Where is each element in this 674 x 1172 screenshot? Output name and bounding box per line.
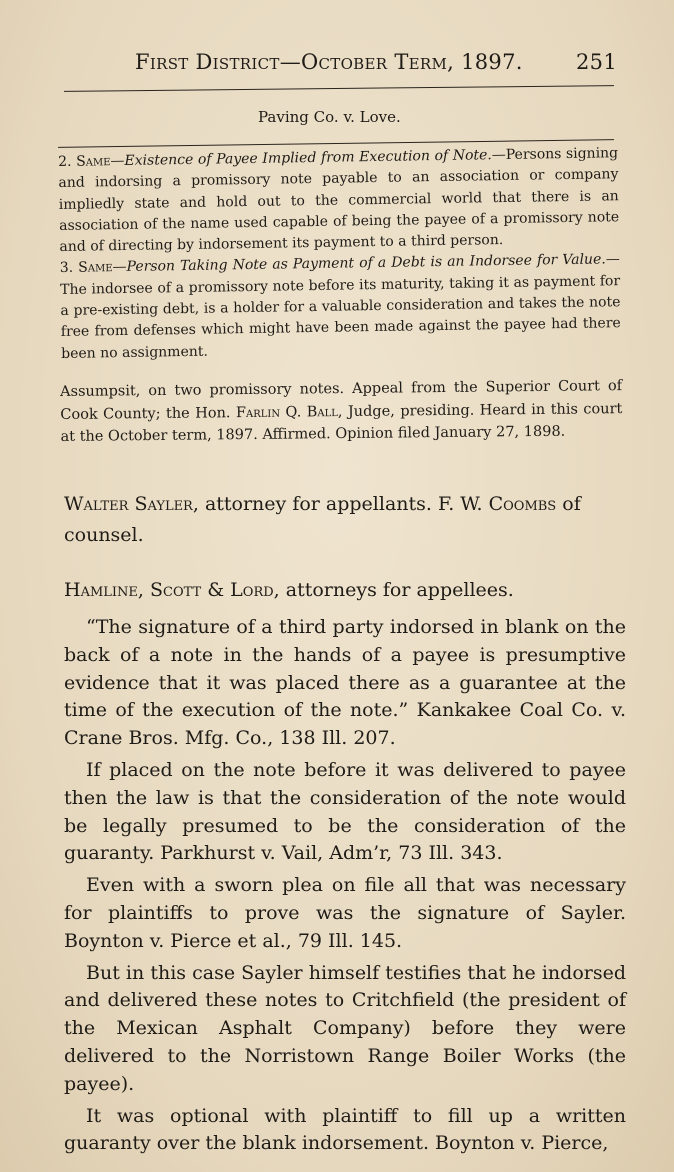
counsel-name: F. W. Coombs [438,493,557,515]
attorney-role: , attorney for appellants. [192,493,438,515]
body-paragraph: But in this case Sayler himself testifies that he indorsed and delivered these notes to Critchfield (the president of the Mexican Asphalt Company) before they were delivered to the Norristown Range Boiler Works (the payee). [64,961,626,1095]
headnote-label: Same [78,259,113,277]
attorney-role: , attorneys for appellees. [273,579,514,601]
headnote-title: —Person Taking Note as Payment of a Debt is an Indorsee for Value. [112,251,606,276]
attorney-name: Walter Sayler [64,493,193,515]
attorneys [64,489,624,630]
headnote-title: —Existence of Payee Implied from Execution of Note. [110,147,492,170]
headnotes [58,143,621,365]
headnote-number: 2. [58,153,72,170]
header-rule [64,85,614,92]
running-head-title: First District—October Term, 1897. [135,50,523,74]
body-paragraph: Even with a sworn plea on file all that was necessary for plaintiffs to prove was the signature of Sayler. Boynton v. Pierce et al., 79 Ill. 145. [64,874,626,952]
case-summary [60,375,623,448]
summary-lead: Assumpsit, [60,383,141,400]
body-paragraph: “The signature of a third party indorsed in blank on the back of a note in the hands of a payee is presumptive evidence that it was placed there as a guarantee at the time of the execution of the note.” Kankakee Coal Co. v. Crane Bros. Mfg. Co., 138 Ill. 207. [64,616,626,750]
headnote-number: 3. [59,260,74,277]
headnote-text: —The indorsee of a promissory note before its maturity, taking it as payment for a pre-existing debt, is a holder for a valuable consideration and takes the note free from defenses which might have been made against the payee had there been no assignment. [60,251,621,362]
attorney-line [64,489,624,551]
running-head [135,50,625,74]
summary-text: on two promissory notes. Appeal from the Superior Court of Cook County; the Hon. [60,378,623,423]
attorney-role: of counsel. [64,493,581,546]
headnote [60,250,622,365]
attorney-line [64,575,624,606]
page-number: 251 [576,50,617,74]
body-paragraph: It was optional with plaintiff to fill up a written guaranty over the blank indorsement. Boynton v. Pierce, [64,1104,626,1155]
judge-name: Farlin Q. Ball [235,403,338,421]
headnote-text: —Persons signing and indorsing a promissory note payable to an association or company impliedly state and hold out to the commercial world that there is an association of the name used capable of being the payee of a promissory note and of directing by indorsement its payment to a third person. [58,145,620,256]
body-paragraph: If placed on the note before it was delivered to payee then the law is that the consideration of the note would be legally presumed to be the consideration of the guaranty. Parkhurst v. Vail, Adm’r, 73 Ill. 343. [64,758,626,865]
case-title: Paving Co. v. Love. [258,108,401,126]
argument-body [64,614,626,1162]
summary-text: , Judge, presiding. Heard in this court at the October term, 1897. Affirmed. Opinion filed January 27, 1898. [60,400,623,445]
headnote-label: Same [76,153,111,170]
attorney-name: Hamline, Scott & Lord [64,579,274,601]
headnote [58,143,620,258]
